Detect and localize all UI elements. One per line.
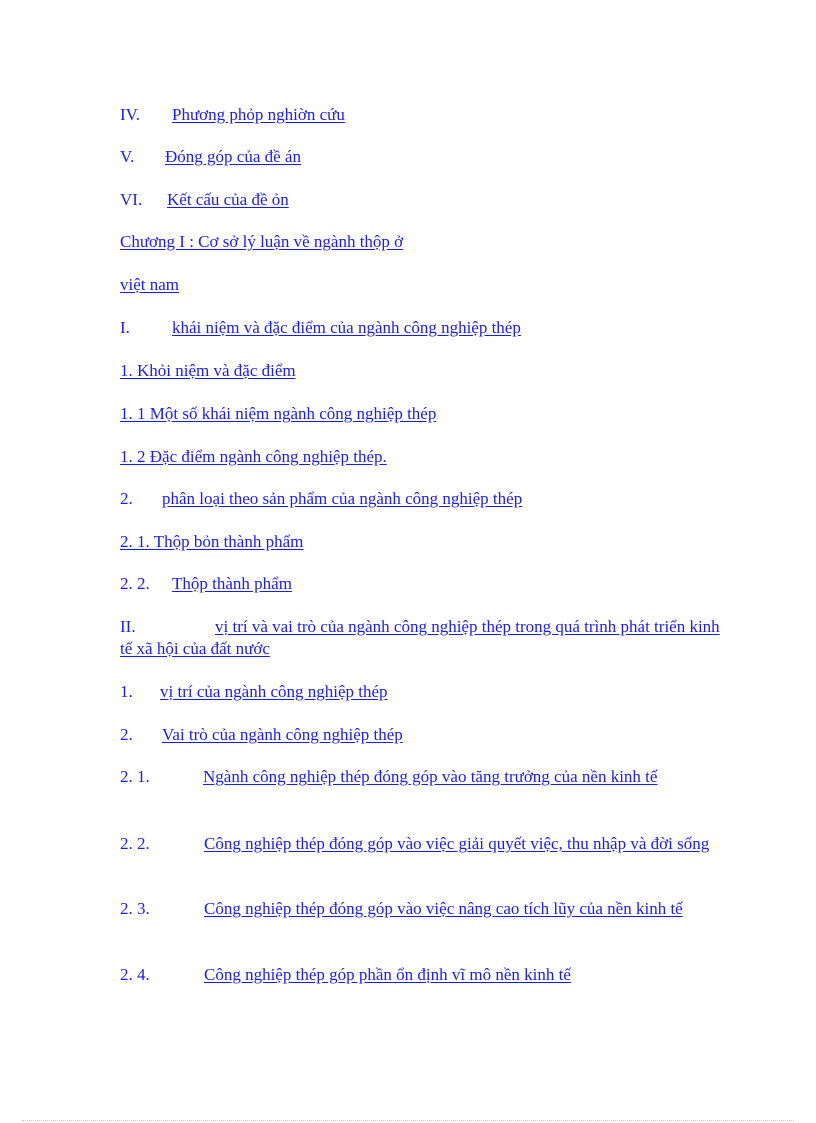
- toc-link[interactable]: [120, 834, 709, 853]
- toc-entry-number: II.: [120, 617, 136, 636]
- toc-entry-text: 1. 2 Đặc điểm ngành công nghiệp thép.: [120, 447, 387, 466]
- toc-entry-number: 2. 2.: [120, 574, 150, 593]
- toc-entry-text: việt nam: [120, 275, 180, 294]
- toc-entry[interactable]: [120, 317, 720, 339]
- toc-entry-number: I.: [120, 318, 130, 337]
- toc-link[interactable]: [120, 275, 179, 294]
- toc-link[interactable]: [120, 190, 289, 209]
- toc-link[interactable]: [120, 617, 720, 658]
- toc-entry-text: Chương I : Cơ sở lý luận về ngành thộp ở: [120, 232, 404, 251]
- toc-link[interactable]: [120, 899, 683, 918]
- toc-entry[interactable]: [120, 681, 720, 703]
- toc-entry-text: Kết cấu của đề ỏn: [167, 190, 289, 209]
- toc-entry[interactable]: [120, 898, 720, 920]
- toc-entry-text: 1. Khỏi niệm và đặc điểm: [120, 361, 296, 380]
- toc-entry-text: vị trí của ngành công nghiệp thép: [160, 682, 388, 701]
- toc-entry-text: Ngành công nghiệp thép đóng góp vào tăng trưởng của nền kinh tế: [203, 767, 658, 786]
- toc-entry-text: Công nghiệp thép đóng góp vào việc nâng cao tích lũy của nền kinh tế: [204, 899, 683, 918]
- toc-link[interactable]: [120, 447, 387, 466]
- toc-entry[interactable]: [120, 833, 720, 855]
- toc-link[interactable]: [120, 404, 436, 423]
- toc-entry[interactable]: [120, 360, 720, 382]
- toc-entry-text: Công nghiệp thép góp phần ổn định vĩ mô nền kinh tế: [204, 965, 571, 984]
- toc-link[interactable]: [120, 532, 303, 551]
- toc-entry-number: 2. 2.: [120, 834, 150, 853]
- toc-entry[interactable]: [120, 403, 720, 425]
- toc-entry[interactable]: [120, 531, 720, 553]
- toc-link[interactable]: [120, 767, 657, 786]
- toc-entry-number: 2. 4.: [120, 965, 150, 984]
- toc-entry-number: 2. 3.: [120, 899, 150, 918]
- toc-link[interactable]: [120, 489, 522, 508]
- toc-link[interactable]: [120, 574, 292, 593]
- toc-entry-number: 2.: [120, 489, 133, 508]
- toc-entry-text: Thộp thành phẩm: [172, 574, 292, 593]
- toc-entry-text: phân loại theo sản phẩm của ngành công nghiệp thép: [162, 489, 523, 508]
- toc-entry-text: Phương phỏp nghiờn cứu: [172, 105, 345, 124]
- toc-link[interactable]: [120, 682, 388, 701]
- toc-link[interactable]: [120, 147, 301, 166]
- toc-entry-text: Vai trò của ngành công nghiệp thép: [162, 725, 403, 744]
- toc-entry-text: 2. 1. Thộp bỏn thành phẩm: [120, 532, 304, 551]
- page-bottom-divider: [22, 1120, 794, 1121]
- toc-entry[interactable]: [120, 231, 720, 253]
- toc-entry[interactable]: [120, 446, 720, 468]
- toc-link[interactable]: [120, 318, 521, 337]
- toc-link[interactable]: [120, 105, 345, 124]
- toc-entry-number: VI.: [120, 190, 143, 209]
- toc-entry[interactable]: [120, 724, 720, 746]
- toc-entry-number: IV.: [120, 105, 140, 124]
- toc-entry[interactable]: [120, 146, 720, 168]
- toc-entry-text: khái niệm và đặc điểm của ngành công nghiệp thép: [172, 318, 521, 337]
- toc-entry-number: V.: [120, 147, 135, 166]
- toc-entry-text: 1. 1 Một số khái niệm ngành công nghiệp thép: [120, 404, 437, 423]
- toc-entry-text: Đóng góp của đề án: [165, 147, 301, 166]
- toc-link[interactable]: [120, 965, 571, 984]
- toc-entry[interactable]: [120, 488, 720, 510]
- toc-link[interactable]: [120, 361, 296, 380]
- toc-link[interactable]: [120, 725, 403, 744]
- toc-entry-text: vị trí và vai trò của ngành công nghiệp thép trong quá trình phát triển kinh tế xã hội của đất nước: [120, 617, 720, 658]
- toc-entry[interactable]: [120, 104, 720, 126]
- toc-entry[interactable]: [120, 274, 720, 296]
- toc-entry-number: 2. 1.: [120, 767, 150, 786]
- toc-entry-number: 2.: [120, 725, 133, 744]
- toc-link[interactable]: [120, 232, 403, 251]
- toc-entry[interactable]: [120, 964, 720, 986]
- toc-entry[interactable]: [120, 616, 720, 660]
- toc-entry[interactable]: [120, 573, 720, 595]
- toc-entry-text: Công nghiệp thép đóng góp vào việc giải quyết việc, thu nhập và đời sống: [204, 834, 710, 853]
- toc-entry-number: 1.: [120, 682, 133, 701]
- toc-entry[interactable]: [120, 766, 720, 788]
- toc-entry[interactable]: [120, 189, 720, 211]
